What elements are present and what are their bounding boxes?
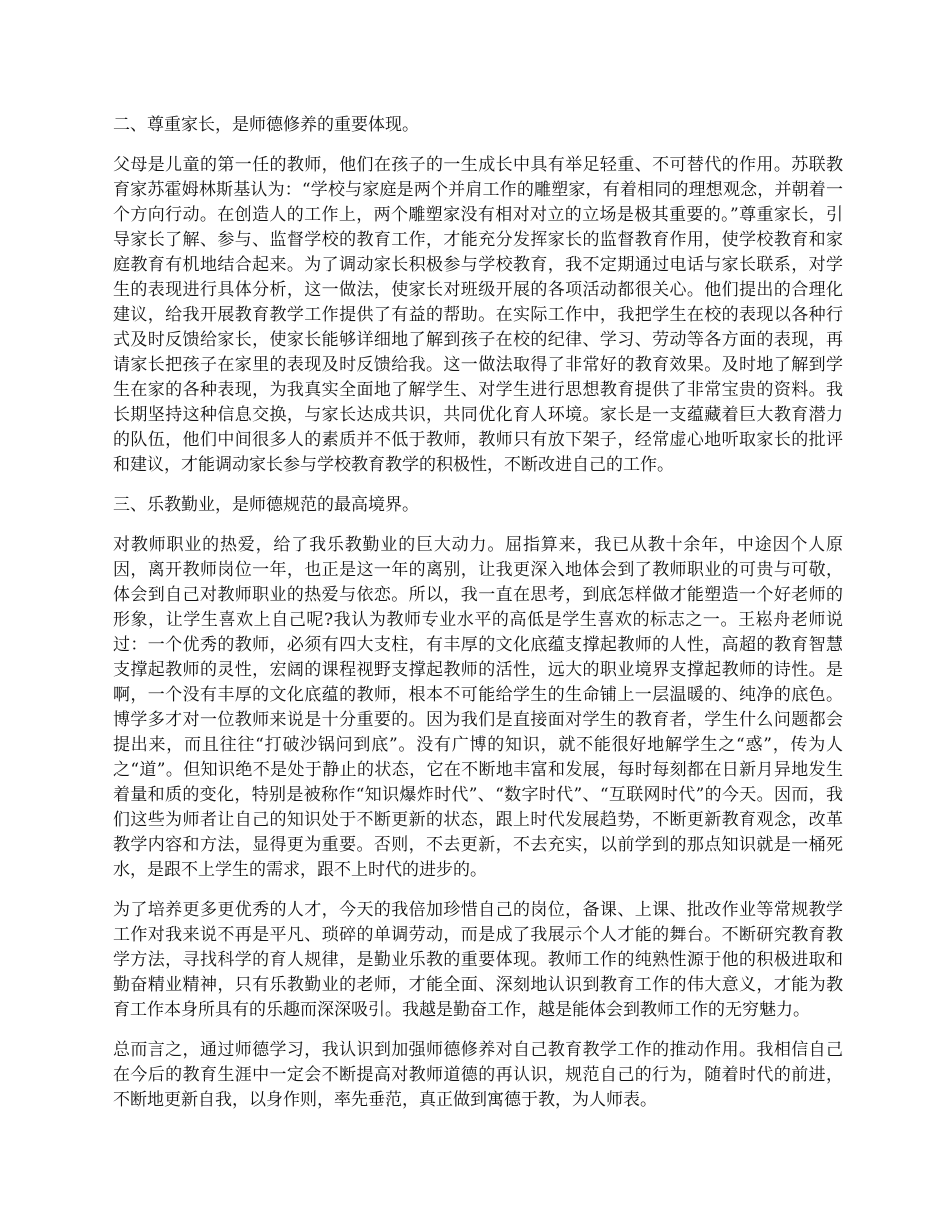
document-page <box>113 113 843 1128</box>
paragraph: 为了培养更多更优秀的人才，今天的我倍加珍惜自己的岗位，备课、上课、批改作业等常规教学工作对我来说不再是平凡、琐碎的单调劳动，而是成了我展示个人才能的舞台。不断研究教育教学方法，寻找科学的育人规律，是勤业乐教的重要体现。教师工作的纯熟性源于他的积极进取和勤奋精业精神，只有乐教勤业的老师，才能全面、深刻地认识到教育工作的伟大意义，才能为教育工作本身所具有的乐趣而深深吸引。我越是勤奋工作，越是能体会到教师工作的无穷魅力。 <box>113 900 843 1020</box>
section-heading: 三、乐教勤业，是师德规范的最高境界。 <box>113 495 419 515</box>
section-heading: 二、尊重家长，是师德修养的重要体现。 <box>113 115 419 135</box>
section-two <box>113 113 843 478</box>
paragraph: 父母是儿童的第一任的教师，他们在孩子的一生成长中具有举足轻重、不可替代的作用。苏联教育家苏霍姆林斯基认为：“学校与家庭是两个并肩工作的雕塑家，有着相同的理想观念，并朝着一个方向行动。在创造人的工作上，两个雕塑家没有相对对立的立场是极其重要的。”尊重家长，引导家长了解、参与、监督学校的教育工作，才能充分发挥家长的监督教育作用，使学校教育和家庭教育有机地结合起来。为了调动家长积极参与学校教育，我不定期通过电话与家长联系，对学生的表现进行具体分析，这一做法，使家长对班级开展的各项活动都很关心。他们提出的合理化建议，给我开展教育教学工作提供了有益的帮助。在实际工作中，我把学生在校的表现以各种行式及时反馈给家长，使家长能够详细地了解到孩子在校的纪律、学习、劳动等各方面的表现，再请家长把孩子在家里的表现及时反馈给我。这一做法取得了非常好的教育效果。及时地了解到学生在家的各种表现，为我真实全面地了解学生、对学生进行思想教育提供了非常宝贵的资料。我长期坚持这种信息交换，与家长达成共识，共同优化育人环境。家长是一支蕴藏着巨大教育潜力的队伍，他们中间很多人的素质并不低于教师，教师只有放下架子，经常虚心地听取家长的批评和建议，才能调动家长参与学校教育教学的积极性，不断改进自己的工作。 <box>113 155 843 475</box>
section-three <box>113 493 843 1113</box>
paragraph: 对教师职业的热爱，给了我乐教勤业的巨大动力。屈指算来，我已从教十余年，中途因个人原因，离开教师岗位一年，也正是这一年的离别，让我更深入地体会到了教师职业的可贵与可敬，体会到自己对教师职业的热爱与依恋。所以，我一直在思考，到底怎样做才能塑造一个好老师的形象，让学生喜欢上自己呢?我认为教师专业水平的高低是学生喜欢的标志之一。王崧舟老师说过：一个优秀的教师，必须有四大支柱，有丰厚的文化底蕴支撑起教师的人性，高超的教育智慧支撑起教师的灵性，宏阔的课程视野支撑起教师的活性，远大的职业境界支撑起教师的诗性。是啊，一个没有丰厚的文化底蕴的教师，根本不可能给学生的生命铺上一层温暖的、纯净的底色。博学多才对一位教师来说是十分重要的。因为我们是直接面对学生的教育者，学生什么问题都会提出来，而且往往“打破沙锅问到底”。没有广博的知识，就不能很好地解学生之“惑”，传为人之“道”。但知识绝不是处于静止的状态，它在不断地丰富和发展，每时每刻都在日新月异地发生着量和质的变化，特别是被称作“知识爆炸时代”、“数字时代”、“互联网时代”的今天。因而，我们这些为师者让自己的知识处于不断更新的状态，跟上时代发展趋势，不断更新教育观念，改革教学内容和方法，显得更为重要。否则，不去更新，不去充实，以前学到的那点知识就是一桶死水，是跟不上学生的需求，跟不上时代的进步的。 <box>113 535 843 880</box>
paragraph: 总而言之，通过师德学习，我认识到加强师德修养对自己教育教学工作的推动作用。我相信自己在今后的教育生涯中一定会不断提高对教师道德的再认识，规范自己的行为，随着时代的前进，不断地更新自我，以身作则，率先垂范，真正做到寓德于教，为人师表。 <box>113 1040 843 1110</box>
